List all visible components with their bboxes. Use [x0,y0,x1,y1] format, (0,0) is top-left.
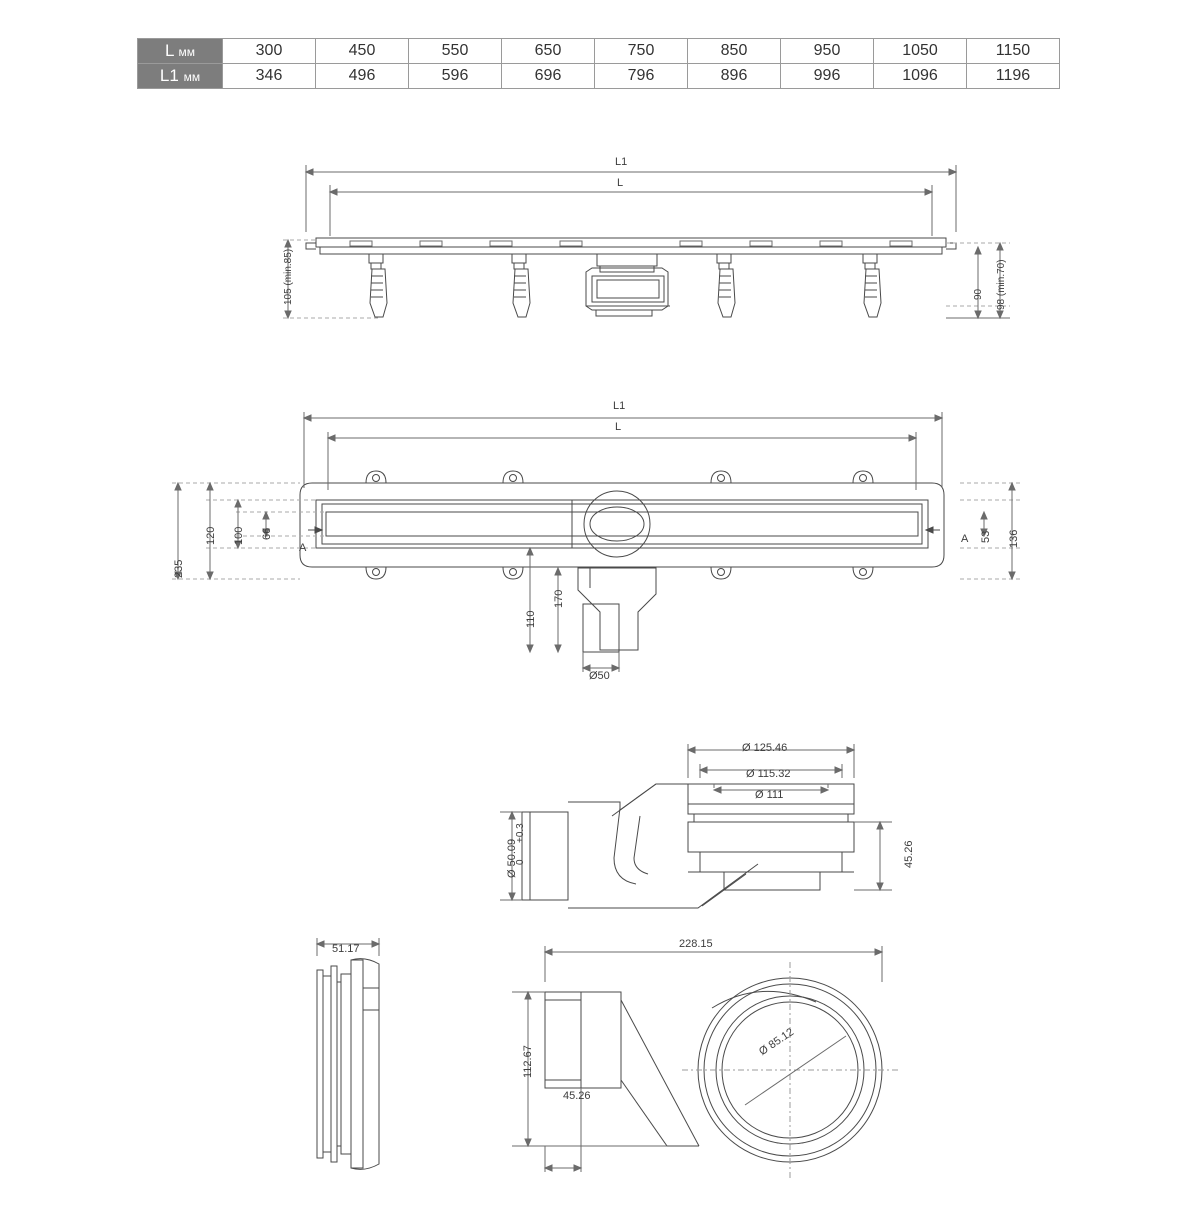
label-dia50-tol-upper: +0.3 [515,823,526,843]
table-cell: 750 [595,39,688,64]
table-cell: 496 [316,64,409,89]
table-cell: 650 [502,39,595,64]
table-cell: 1196 [967,64,1060,89]
label-height-98: 98 (min.70) [996,259,1007,310]
label-dia111: Ø 111 [755,789,784,801]
label-110: 110 [525,610,537,628]
table-cell: 300 [223,39,316,64]
table-cell: 696 [502,64,595,89]
label-dia85: Ø 85.12 [757,1026,797,1058]
label-L1-plan: L1 [613,400,626,412]
table-row-header: L мм [138,39,223,64]
label-136: 136 [1008,529,1020,548]
table-cell: 850 [688,39,781,64]
label-45-bottom: 45.26 [563,1090,591,1102]
section-mark-left: A [299,542,307,554]
table-cell: 996 [781,64,874,89]
label-235: 235 [173,559,185,578]
label-66: 66 [261,527,273,540]
label-dia115: Ø 115.32 [746,768,791,780]
table-row-header: L1 мм [138,64,223,89]
table-cell: 346 [223,64,316,89]
label-dia50-section: Ø 50.09 [506,838,518,878]
table-cell: 1096 [874,64,967,89]
label-height-left: 105 (min.85) [283,248,294,305]
table-cell: 596 [409,64,502,89]
table-cell: 896 [688,64,781,89]
label-dia50-tol-lower: 0 [515,859,526,865]
table-cell: 796 [595,64,688,89]
label-100: 100 [233,526,245,545]
table-cell: 1050 [874,39,967,64]
label-45-section: 45.26 [903,840,915,868]
label-170: 170 [553,589,565,608]
label-51: 51.17 [332,943,360,955]
label-dia125: Ø 125.46 [742,742,788,754]
section-mark-right: A [961,533,969,545]
label-53: 53 [980,530,992,543]
table-cell: 950 [781,39,874,64]
table-cell: 1150 [967,39,1060,64]
label-dia50-plan: Ø50 [589,670,610,682]
table-cell: 550 [409,39,502,64]
label-height-90: 90 [973,288,984,300]
table-cell: 450 [316,39,409,64]
label-120: 120 [205,526,217,545]
label-L-front: L [617,177,624,189]
label-L-plan: L [615,421,622,433]
label-228: 228.15 [679,938,713,950]
label-L1-front: L1 [615,156,628,168]
label-112: 112.67 [522,1045,534,1078]
